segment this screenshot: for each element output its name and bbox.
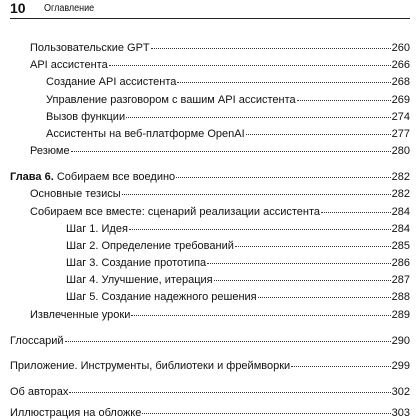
dot-leader (69, 392, 390, 393)
dot-leader (122, 194, 391, 195)
toc-entry-title: Вызов функции (46, 111, 126, 123)
toc-entry-page: 288 (391, 291, 410, 303)
dot-leader (214, 280, 391, 281)
toc-entry (10, 334, 410, 348)
toc-entry-title: Шаг 2. Определение требований (66, 240, 234, 252)
dot-leader (129, 229, 391, 230)
toc-entry-title: Пользовательские GPT (30, 42, 150, 54)
toc-entry-title: API ассистента (30, 59, 108, 71)
toc-entry-page: 303 (391, 407, 410, 419)
toc-entry-title: Собираем все вместе: сценарий реализации ассистента (30, 206, 320, 218)
dot-leader (235, 246, 391, 247)
toc-entry (10, 359, 410, 373)
toc-entry (30, 205, 410, 219)
toc-entry-page: 286 (391, 257, 410, 269)
toc-entry-title: Создание API ассистента (46, 76, 177, 88)
toc-entry (46, 75, 410, 89)
toc-entry (46, 93, 410, 107)
toc-entry-title: Глоссарий (10, 335, 64, 347)
toc-entry-page: 266 (391, 59, 410, 71)
toc-entry-title: Шаг 3. Создание прототипа (66, 257, 207, 269)
toc-entry (66, 239, 410, 253)
chapter-title: Собираем все воедино (56, 171, 176, 183)
dot-leader (177, 82, 390, 83)
dot-leader (126, 117, 391, 118)
running-title: Оглавление (44, 3, 95, 14)
dot-leader (131, 315, 390, 316)
dot-leader (142, 413, 390, 414)
dot-leader (109, 65, 391, 66)
dot-leader (291, 366, 390, 367)
dot-leader (258, 297, 391, 298)
dot-leader (176, 177, 390, 178)
toc-entry-page: 289 (391, 309, 410, 321)
toc-entry (30, 58, 410, 72)
toc-entry-title: Шаг 4. Улучшение, итерация (66, 274, 213, 286)
toc-entry-title: Об авторах (10, 386, 69, 398)
toc-entry-page: 287 (391, 274, 410, 286)
toc-entry (66, 222, 410, 236)
toc-entry-page: 299 (391, 360, 410, 372)
toc-entry-title: Извлеченные уроки (30, 309, 131, 321)
toc-entry-page: 282 (391, 171, 410, 183)
toc-entry-page: 302 (391, 386, 410, 398)
toc-entry-page: 280 (391, 145, 410, 157)
toc-entry-title: Шаг 5. Создание надежного решения (66, 291, 257, 303)
toc-entry (10, 385, 410, 399)
toc-entry (66, 290, 410, 304)
toc-entry (66, 273, 410, 287)
dot-leader (65, 341, 391, 342)
toc-entry (30, 308, 410, 322)
toc-entry-page: 290 (391, 335, 410, 347)
page-number: 10 (10, 0, 26, 16)
toc-entry-title: Шаг 1. Идея (66, 223, 128, 235)
toc-entry-title: Управление разговором с вашим API ассистента (46, 94, 296, 106)
toc-entry-title: Основные тезисы (30, 188, 121, 200)
table-of-contents (10, 0, 410, 420)
toc-entry (30, 187, 410, 201)
toc-entry (46, 127, 410, 141)
toc-entry-page: 269 (391, 94, 410, 106)
toc-entry-page: 268 (391, 76, 410, 88)
toc-chapter-entry (10, 170, 410, 184)
dot-leader (207, 263, 390, 264)
toc-entry-page: 284 (391, 223, 410, 235)
chapter-label: Глава 6. (10, 171, 54, 183)
dot-leader (246, 134, 391, 135)
toc-entry-title: Ассистенты на веб-платформе OpenAI (46, 128, 245, 140)
toc-entry-page: 260 (391, 42, 410, 54)
toc-entry (10, 406, 410, 420)
toc-entry (30, 41, 410, 55)
dot-leader (297, 100, 391, 101)
toc-entry-title: Резюме (30, 145, 70, 157)
toc-entry-page: 284 (391, 206, 410, 218)
toc-entry (30, 144, 410, 158)
dot-leader (71, 151, 391, 152)
toc-entry-page: 274 (391, 111, 410, 123)
toc-entry-title: Приложение. Инструменты, библиотеки и фреймворки (10, 360, 291, 372)
toc-entry-title (10, 170, 175, 184)
toc-entry-page: 285 (391, 240, 410, 252)
toc-entry (66, 256, 410, 270)
toc-entry-title: Иллюстрация на обложке (10, 407, 142, 419)
toc-entry-page: 282 (391, 188, 410, 200)
toc-entry (46, 110, 410, 124)
dot-leader (151, 48, 391, 49)
toc-entry-page: 277 (391, 128, 410, 140)
dot-leader (321, 212, 391, 213)
